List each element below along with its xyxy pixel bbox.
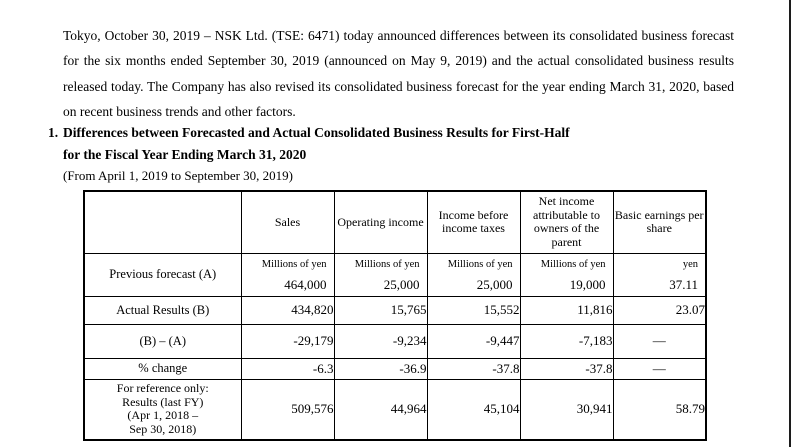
unit-label: Millions of yen (354, 259, 420, 270)
intro-paragraph: Tokyo, October 30, 2019 – NSK Ltd. (TSE: 6471) today announced differences between its consolidated business forecast for the six months ended September 30, 2019 (announced on May 9, 2019) and the actual consolidated business results released today. The Company has also revised its consolidated business forecast for the year ending March 31, 2020, based on recent business trends and other factors. (63, 27, 734, 119)
value-cell: -7,183 (520, 324, 613, 358)
row-label: Actual Results (B) (84, 296, 241, 324)
value-cell (427, 253, 520, 296)
unit-label: yen (682, 259, 698, 270)
row-label (84, 379, 241, 440)
value-cell: -6.3 (241, 358, 334, 379)
row-label: % change (84, 358, 241, 379)
section-heading (48, 122, 728, 166)
value-cell: -37.8 (520, 358, 613, 379)
column-header-operating-income: Operating income (334, 191, 427, 253)
value-cell (613, 253, 706, 296)
row-label: (B) – (A) (84, 324, 241, 358)
value-cell: 30,941 (520, 379, 613, 440)
cell-value: 19,000 (569, 277, 606, 292)
unit-label: Millions of yen (261, 259, 327, 270)
value-cell: 11,816 (520, 296, 613, 324)
cell-value: 464,000 (284, 277, 327, 292)
value-cell: 509,576 (241, 379, 334, 440)
row-label-line: Sep 30, 2018) (129, 421, 197, 436)
cell-value: 25,000 (383, 277, 420, 292)
value-cell: 23.07 (613, 296, 706, 324)
table-row-actual-results (84, 296, 706, 324)
row-label: Previous forecast (A) (84, 253, 241, 296)
value-cell: 15,765 (334, 296, 427, 324)
value-cell (334, 253, 427, 296)
value-cell: 44,964 (334, 379, 427, 440)
table-row-reference-last-fy (84, 379, 706, 440)
column-header-income-before-taxes: Income before income taxes (427, 191, 520, 253)
row-label-line: For reference only: (116, 381, 209, 396)
value-cell-dash: — (613, 324, 706, 358)
section-title-line-1: Differences between Forecasted and Actual Consolidated Business Results for First-Half (63, 125, 570, 140)
table-row-previous-forecast (84, 253, 706, 296)
value-cell: 15,552 (427, 296, 520, 324)
corner-cell (84, 191, 241, 253)
value-cell: 58.79 (613, 379, 706, 440)
results-table (83, 190, 707, 441)
cell-value: 37.11 (669, 277, 698, 292)
row-label-line: Results (last FY) (122, 394, 204, 409)
value-cell: 434,820 (241, 296, 334, 324)
value-cell: -9,447 (427, 324, 520, 358)
header-row (84, 191, 706, 253)
row-label-line: (Apr 1, 2018 – (127, 408, 199, 423)
value-cell (520, 253, 613, 296)
column-header-basic-eps: Basic earnings per share (613, 191, 706, 253)
table-row-difference (84, 324, 706, 358)
section-number: 1. (48, 125, 59, 140)
table-row-percent-change (84, 358, 706, 379)
section-title-line-2: for the Fiscal Year Ending March 31, 2020 (63, 147, 307, 162)
section-title (63, 122, 570, 166)
value-cell-dash: — (613, 358, 706, 379)
page-right-edge-line (789, 0, 791, 447)
value-cell (241, 253, 334, 296)
value-cell: -29,179 (241, 324, 334, 358)
value-cell: 45,104 (427, 379, 520, 440)
value-cell: -37.8 (427, 358, 520, 379)
value-cell: -9,234 (334, 324, 427, 358)
value-cell: -36.9 (334, 358, 427, 379)
section-subtitle: (From April 1, 2019 to September 30, 2019) (63, 168, 294, 183)
unit-label: Millions of yen (540, 259, 606, 270)
column-header-sales: Sales (241, 191, 334, 253)
cell-value: 25,000 (476, 277, 513, 292)
column-header-net-income: Net income attributable to owners of the parent (520, 191, 613, 253)
unit-label: Millions of yen (447, 259, 513, 270)
